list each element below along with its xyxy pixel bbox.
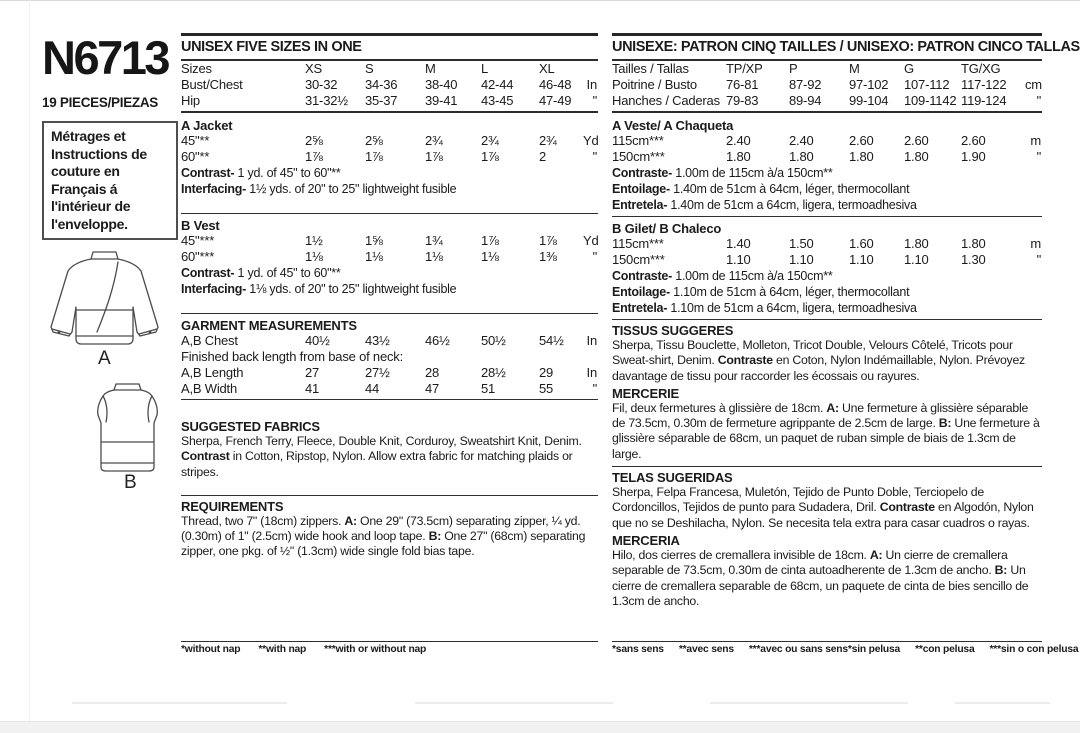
table-cell: A,B Width <box>181 381 237 396</box>
table-cell: 43-45 <box>481 93 514 108</box>
table-cell: 1.80 <box>789 149 814 164</box>
table-cell: TP/XP <box>726 61 763 76</box>
text: Sherpa, Felpa Francesa, Muletón, Tejido de Punto Doble, Terciopelo de Cordoncillos, Tejidos de punto para Sudadera, Dril. <box>612 485 984 515</box>
footnote: *sin pelusa <box>847 644 901 655</box>
table-row <box>612 61 1042 77</box>
table-cell: 150cm*** <box>612 149 665 164</box>
fold-mark <box>415 702 613 704</box>
table-cell: 109-1142 <box>904 93 957 108</box>
footnote: **with nap <box>258 644 307 655</box>
table-cell: " <box>592 381 597 396</box>
table-cell: 1⅞ <box>481 233 499 248</box>
jacket-heading: A Jacket <box>181 118 233 133</box>
table-cell: 1.80 <box>849 149 874 164</box>
table-cell: " <box>592 93 597 108</box>
suggested-fabrics-heading: SUGGESTED FABRICS <box>181 419 320 434</box>
table-cell: 1¾ <box>425 233 443 248</box>
table-cell: " <box>1036 149 1041 164</box>
table-cell: 115cm*** <box>612 236 664 251</box>
table-cell: 1.10 <box>904 252 929 267</box>
table-cell: 97-102 <box>849 77 889 92</box>
english-title: UNISEX FIVE SIZES IN ONE <box>181 39 362 55</box>
table-cell: 1⅛ <box>305 249 323 264</box>
gilet-heading: B Gilet/ B Chaleco <box>612 221 722 236</box>
table-cell: m <box>1030 133 1041 148</box>
bold-text: Contraste <box>717 353 773 368</box>
footnote-list-french <box>612 644 848 655</box>
bold-text: Interfacing- <box>181 182 247 196</box>
text: Un cierre de cremallera separable de 68cm, un paquete de cinta de bies sencillo de 1.3cm de ancho. <box>612 563 1029 608</box>
gilet-entretela-note <box>612 300 1042 316</box>
bold-text: A: <box>344 513 357 528</box>
size-table-metric <box>612 61 1042 109</box>
table-row <box>181 77 598 93</box>
divider <box>612 319 1042 320</box>
table-cell: 47-49 <box>539 93 572 108</box>
scan-edge-top <box>0 0 1080 1</box>
table-cell: Yd <box>583 233 599 248</box>
bold-text: A: <box>869 547 883 562</box>
bold-text: Contrast <box>181 449 230 464</box>
table-cell: Finished back length from base of neck: <box>181 349 403 364</box>
table-cell: 1⅞ <box>365 149 383 164</box>
text: 1.00m de 115cm à/a 150cm** <box>672 269 833 283</box>
bold-text: B: <box>428 529 442 544</box>
table-cell: 117-122 <box>961 77 1007 92</box>
table-cell: " <box>592 249 597 264</box>
text: en Algodón, Nylon que no se Deshilacha, Nylon. Se necesita tela extra para casar cuadros o rayas. <box>612 500 1034 530</box>
table-cell: Poitrine / Busto <box>612 77 697 92</box>
table-cell: 2 <box>539 149 547 164</box>
table-cell: 45"*** <box>181 233 215 248</box>
divider <box>181 495 598 496</box>
veste-entoilage-note <box>612 181 1042 197</box>
table-cell: 1.40 <box>726 236 751 251</box>
size-table <box>181 61 598 109</box>
table-cell: 107-112 <box>904 77 950 92</box>
table-row <box>181 93 598 109</box>
table-cell: In <box>586 333 597 348</box>
table-cell: 1⅞ <box>539 233 557 248</box>
suggested-fabrics-text <box>181 434 598 480</box>
french-notice-box: Métrages et Instructions de couture en Français á l'intérieur de l'enveloppe. <box>42 121 178 240</box>
scan-edge-left <box>29 0 30 733</box>
table-cell: 29 <box>539 365 554 380</box>
table-cell: Bust/Chest <box>181 77 243 92</box>
table-cell: 1.10 <box>726 252 751 267</box>
table-cell: 76-81 <box>726 77 759 92</box>
table-cell: 40½ <box>305 333 330 348</box>
text: Une fermeture à glissière séparable de 68cm, un paquet de ruban simple de biais de 1.3cm de large. <box>612 416 1040 461</box>
table-cell: 1⅝ <box>365 233 383 248</box>
text: Hilo, dos cierres de cremallera invisible de 18cm. <box>612 547 870 562</box>
table-cell: m <box>1030 236 1041 251</box>
table-cell: " <box>1036 93 1041 108</box>
table-cell: 1⅛ <box>481 249 499 264</box>
jacket-back-drawing <box>42 250 167 350</box>
foreign-title: UNISEXE: PATRON CINQ TAILLES / UNISEXO: PATRON CINCO TALLAS <box>612 39 1080 55</box>
bold-text: Contrast- <box>181 166 235 180</box>
bold-text: B: <box>938 416 952 431</box>
table-cell: XL <box>539 61 555 76</box>
table-cell: 2⅝ <box>365 133 383 148</box>
divider <box>612 216 1042 217</box>
table-cell: 1.10 <box>789 252 814 267</box>
table-cell: 1.80 <box>904 236 929 251</box>
table-cell: Hip <box>181 93 200 108</box>
table-cell: In <box>586 77 597 92</box>
table-row <box>612 133 1042 149</box>
table-cell: 1⅛ <box>365 249 383 264</box>
table-cell: 1.80 <box>904 149 929 164</box>
table-cell: 55 <box>539 381 554 396</box>
table-cell: 1.60 <box>849 236 874 251</box>
bold-text: Entoilage- <box>612 285 670 299</box>
veste-heading: A Veste/ A Chaqueta <box>612 118 734 133</box>
text: 1 yd. of 45" to 60"** <box>234 166 341 180</box>
table-cell: " <box>1036 252 1041 267</box>
fold-mark <box>710 702 908 704</box>
table-row <box>181 61 598 77</box>
scan-edge-bottom <box>0 721 1080 733</box>
table-cell: M <box>849 61 860 76</box>
bold-text: Entoilage- <box>612 182 670 196</box>
mercerie-text <box>612 401 1042 462</box>
table-cell: 1⅞ <box>481 149 499 164</box>
table-cell: 1⅜ <box>539 249 557 264</box>
table-cell: 1.80 <box>961 236 986 251</box>
text: 1.00m de 115cm à/a 150cm** <box>672 166 833 180</box>
footnote-list-spanish <box>848 644 1078 655</box>
vest-heading: B Vest <box>181 218 220 233</box>
merceria-text <box>612 548 1042 609</box>
bold-text: Entretela- <box>612 301 668 315</box>
veste-entretela-note <box>612 197 1042 213</box>
table-cell: S <box>365 61 374 76</box>
table-cell: In <box>586 365 597 380</box>
gilet-yardage-table <box>612 236 1042 268</box>
table-cell: 31-32½ <box>305 93 348 108</box>
mercerie-heading: MERCERIE <box>612 385 680 401</box>
text: 1½ yds. of 20" to 25" lightweight fusible <box>246 182 457 196</box>
footnote-list <box>181 642 598 655</box>
table-cell: 28 <box>425 365 440 380</box>
table-row <box>181 333 598 349</box>
text: One 29" (73.5cm) separating zipper, ¼ yd. (0.30m) of 1" (2.5cm) wide hook and loop tape. <box>181 513 581 544</box>
divider <box>181 111 598 113</box>
pattern-number: N6713 <box>42 31 168 84</box>
table-row <box>612 252 1042 268</box>
table-row <box>181 249 598 265</box>
text: 1⅛ yds. of 20" to 25" lightweight fusible <box>246 282 457 296</box>
table-cell: TG/XG <box>961 61 1001 76</box>
table-cell: 2⅝ <box>305 133 323 148</box>
table-cell: 150cm*** <box>612 252 665 267</box>
table-row <box>612 77 1042 93</box>
vest-view-label: B <box>124 472 137 493</box>
gilet-entoilage-note <box>612 284 1042 300</box>
table-cell: P <box>789 61 798 76</box>
table-cell: 46½ <box>425 333 450 348</box>
table-cell: 44 <box>365 381 380 396</box>
table-cell: 79-83 <box>726 93 759 108</box>
table-cell: XS <box>305 61 322 76</box>
table-cell: M <box>425 61 436 76</box>
table-cell: 2.40 <box>726 133 751 148</box>
table-cell: 2¾ <box>539 133 557 148</box>
table-cell: 60"** <box>181 149 210 164</box>
table-cell: A,B Chest <box>181 333 238 348</box>
text: Thread, two 7" (18cm) zippers. <box>181 513 345 528</box>
tissus-heading: TISSUS SUGGERES <box>612 323 734 338</box>
bold-text: B: <box>994 563 1008 578</box>
table-cell: 2.60 <box>904 133 929 148</box>
table-cell: Tailles / Tallas <box>612 61 689 76</box>
jacket-contrast-note <box>181 165 598 181</box>
foreign-footnotes <box>612 641 1079 655</box>
text: Une fermeture à glissière séparable de 73.5cm, 0.30m de fermeture agrippante de 2.5cm de large. <box>612 400 1029 431</box>
table-cell: 46-48 <box>539 77 572 92</box>
bold-text: Contrast- <box>181 266 235 280</box>
table-cell: 35-37 <box>365 93 398 108</box>
table-row <box>181 381 598 397</box>
text: 1.10m de 51cm à 64cm, léger, thermocollant <box>669 285 910 299</box>
table-cell: " <box>592 149 597 164</box>
table-cell: cm <box>1025 77 1042 92</box>
table-cell: G <box>904 61 914 76</box>
jacket-view-label: A <box>98 348 111 369</box>
table-cell: 54½ <box>539 333 564 348</box>
divider <box>612 111 1042 113</box>
tissus-text <box>612 338 1042 384</box>
table-cell: 1⅞ <box>305 149 323 164</box>
table-cell: Yd <box>583 133 599 148</box>
table-cell: 1.50 <box>789 236 814 251</box>
table-row <box>181 233 598 249</box>
table-cell: 38-40 <box>425 77 458 92</box>
fold-mark <box>955 702 1050 704</box>
bold-text: A: <box>826 400 839 415</box>
footnote: ***with or without nap <box>324 644 427 655</box>
table-cell: Sizes <box>181 61 212 76</box>
table-row <box>181 149 598 165</box>
jacket-interfacing-note <box>181 181 598 197</box>
table-cell: Hanches / Caderas <box>612 93 720 108</box>
veste-yardage-table <box>612 133 1042 165</box>
gilet-contraste-note <box>612 268 1042 284</box>
requirements-text <box>181 514 598 560</box>
table-cell: 1⅛ <box>425 249 443 264</box>
table-cell: 28½ <box>481 365 506 380</box>
bold-text: Contraste- <box>612 166 673 180</box>
text: 1 yd. of 45" to 60"** <box>234 266 341 280</box>
table-cell: 2.40 <box>789 133 814 148</box>
jacket-yardage-table <box>181 133 598 165</box>
table-cell: 2.60 <box>961 133 986 148</box>
table-row <box>181 365 598 381</box>
table-cell: 50½ <box>481 333 506 348</box>
divider <box>612 466 1042 467</box>
foreign-column <box>612 33 1080 609</box>
vest-interfacing-note <box>181 281 598 297</box>
requirements-heading: REQUIREMENTS <box>181 498 284 514</box>
vest-back-drawing <box>80 382 175 474</box>
table-cell: 115cm*** <box>612 133 664 148</box>
footnote: *without nap <box>181 644 241 655</box>
text: in Cotton, Ripstop, Nylon. Allow extra fabric for matching plaids or stripes. <box>181 449 573 479</box>
table-cell: 2¾ <box>425 133 443 148</box>
table-cell: 2¾ <box>481 133 499 148</box>
table-cell: 41 <box>305 381 320 396</box>
vest-contrast-note <box>181 265 598 281</box>
table-cell: 1½ <box>305 233 323 248</box>
divider <box>181 399 598 400</box>
table-cell: 1.30 <box>961 252 986 267</box>
text: 1.10m de 51cm a 64cm, ligera, termoadhesiva <box>667 301 917 315</box>
table-cell: 1.90 <box>961 149 986 164</box>
left-column <box>42 31 178 494</box>
pieces-count: 19 PIECES/PIEZAS <box>42 95 158 110</box>
telas-heading: TELAS SUGERIDAS <box>612 470 733 486</box>
vest-yardage-table <box>181 233 598 265</box>
table-row <box>181 133 598 149</box>
english-column <box>181 33 598 560</box>
table-cell: 1⅞ <box>425 149 443 164</box>
text: en Coton, Nylon Indémaillable, Nylon. Prévoyez davantage de tissu pour raccorder les écossais ou rayures. <box>612 353 1025 383</box>
footnote: **con pelusa <box>915 644 975 655</box>
table-cell: 2.60 <box>849 133 874 148</box>
text: Sherpa, Tissu Bouclette, Molleton, Tricot Double, Velours Côtelé, Tricots pour Sweat-shirt, Denim. <box>612 338 1013 368</box>
veste-contraste-note <box>612 165 1042 181</box>
table-cell: 30-32 <box>305 77 338 92</box>
table-cell: 89-94 <box>789 93 822 108</box>
jacket-sketch <box>42 250 178 370</box>
text: 1.40m de 51cm a 64cm, ligera, termoadhesiva <box>667 198 917 212</box>
table-cell: 42-44 <box>481 77 514 92</box>
merceria-heading: MERCERIA <box>612 532 680 548</box>
divider <box>181 213 598 214</box>
table-cell: 45"** <box>181 133 210 148</box>
table-cell: 60"*** <box>181 249 215 264</box>
table-row <box>181 349 598 365</box>
table-cell: 99-104 <box>849 93 889 108</box>
bold-text: Contraste- <box>612 269 673 283</box>
table-cell: 43½ <box>365 333 390 348</box>
footnote: ***sin o con pelusa <box>989 644 1079 655</box>
garment-measurements-table <box>181 333 598 397</box>
table-cell: L <box>481 61 489 76</box>
table-cell: 87-92 <box>789 77 822 92</box>
table-cell: 51 <box>481 381 496 396</box>
table-cell: 1.80 <box>726 149 751 164</box>
table-cell: 27½ <box>365 365 390 380</box>
garment-measurements-heading: GARMENT MEASUREMENTS <box>181 318 357 333</box>
table-cell: A,B Length <box>181 365 244 380</box>
divider <box>181 313 598 314</box>
table-cell: 47 <box>425 381 440 396</box>
text: Un cierre de cremallera separable de 73.5cm, 0.30m de cinta autoadherente de 1.3cm de ancho. <box>612 547 1008 578</box>
telas-text <box>612 485 1042 531</box>
bold-text: Interfacing- <box>181 282 247 296</box>
footnote-split <box>612 642 1079 655</box>
footnote: *sans sens <box>612 644 664 655</box>
fold-mark <box>72 702 287 704</box>
footnote: ***avec ou sans sens <box>748 644 848 655</box>
table-cell: 1.10 <box>849 252 874 267</box>
text: Sherpa, French Terry, Fleece, Double Knit, Corduroy, Sweatshirt Knit, Denim. <box>181 434 582 448</box>
bold-text: Contraste <box>879 500 935 515</box>
table-cell: 39-41 <box>425 93 458 108</box>
table-cell: 34-36 <box>365 77 398 92</box>
vest-sketch <box>80 382 178 494</box>
bold-text: Entretela- <box>612 198 668 212</box>
table-cell: 119-124 <box>961 93 1007 108</box>
table-row <box>612 149 1042 165</box>
text: 1.40m de 51cm à 64cm, léger, thermocollant <box>669 182 910 196</box>
table-cell: 27 <box>305 365 320 380</box>
text: Fil, deux fermetures à glissière de 18cm. <box>612 400 827 415</box>
footnote: **avec sens <box>678 644 734 655</box>
table-row <box>612 236 1042 252</box>
text: One 27" (68cm) separating zipper, one pkg. of ½" (1.3cm) wide single fold bias tape. <box>181 529 586 559</box>
table-row <box>612 93 1042 109</box>
english-footnotes <box>181 641 598 655</box>
